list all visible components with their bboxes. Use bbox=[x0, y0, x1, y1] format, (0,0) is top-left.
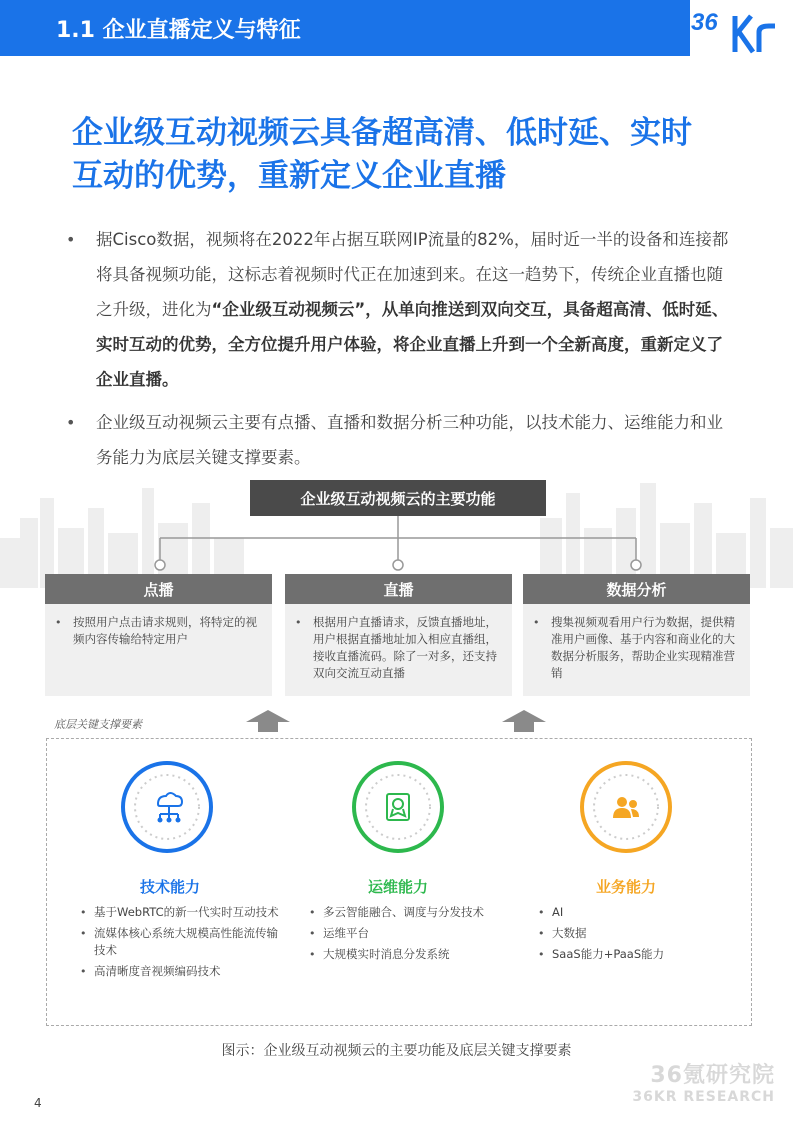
watermark bbox=[632, 1058, 775, 1105]
capability-title-ops: 运维能力 bbox=[367, 878, 428, 896]
support-label: 底层关键支撑要素 bbox=[54, 718, 142, 731]
column-text: 根据用户直播请求，反馈直播地址，用户根据直播地址加入相应直播组，接收直播流码。除了一对多，还支持双向交流互动直播 bbox=[313, 615, 497, 680]
functions-title: 企业级互动视频云的主要功能 bbox=[250, 480, 546, 516]
bullet-symbol: • bbox=[66, 413, 76, 432]
watermark-cn: 36氪研究院 bbox=[650, 1063, 775, 1088]
bullet-list bbox=[66, 222, 736, 483]
headline-line-1: 企业级互动视频云具备超高清、低时延、实时 bbox=[72, 115, 692, 151]
list-item bbox=[80, 904, 280, 921]
list-item-text: 运维平台 bbox=[323, 926, 369, 940]
watermark-en: 36KR RESEARCH bbox=[632, 1089, 775, 1105]
svg-text:36: 36 bbox=[691, 9, 718, 36]
item-symbol: • bbox=[309, 927, 316, 940]
list-item bbox=[538, 904, 738, 921]
column-body-vod bbox=[45, 604, 272, 696]
bullet-text bbox=[96, 222, 736, 397]
bullet-item bbox=[66, 222, 736, 397]
item-symbol: • bbox=[295, 616, 302, 629]
capability-list-ops bbox=[309, 904, 509, 967]
list-item-text: 多云智能融合、调度与分发技术 bbox=[323, 905, 484, 919]
users-icon bbox=[579, 760, 673, 854]
column-head-vod: 点播 bbox=[45, 574, 272, 604]
item-symbol: • bbox=[538, 906, 545, 919]
list-item bbox=[309, 904, 509, 921]
capability-title-tech: 技术能力 bbox=[139, 878, 200, 896]
item-symbol: • bbox=[80, 927, 87, 940]
list-item-text: 大数据 bbox=[552, 926, 587, 940]
item-symbol: • bbox=[309, 906, 316, 919]
list-item-text: 高清晰度音视频编码技术 bbox=[94, 964, 221, 978]
list-item bbox=[309, 925, 509, 942]
column-head-analytics: 数据分析 bbox=[523, 574, 750, 604]
list-item-text: SaaS能力+PaaS能力 bbox=[552, 947, 665, 961]
bullet-bold-text: “企业级互动视频云”，从单向推送到双向交互，具备超高清、低时延、实时互动的优势，全方位提升用户体验，将企业直播上升到一个全新高度，重新定义了企业直播。 bbox=[96, 300, 729, 389]
column-body-live bbox=[285, 604, 512, 696]
list-item-text: 流媒体核心系统大规模高性能流传输技术 bbox=[94, 926, 278, 957]
header-bar bbox=[0, 0, 690, 56]
up-arrow-icon bbox=[246, 710, 290, 732]
list-item-text: AI bbox=[552, 905, 564, 919]
bullet-text bbox=[96, 405, 736, 475]
list-item bbox=[538, 925, 738, 942]
column-head-live: 直播 bbox=[285, 574, 512, 604]
bullet-normal-text: 企业级互动视频云主要有点播、直播和数据分析三种功能，以技术能力、运维能力和业务能力为底层关键支撑要素。 bbox=[96, 413, 723, 467]
item-symbol: • bbox=[538, 927, 545, 940]
list-item bbox=[80, 963, 280, 980]
section-title: 1.1 企业直播定义与特征 bbox=[56, 17, 301, 43]
headline bbox=[72, 112, 732, 198]
item-symbol: • bbox=[55, 616, 62, 629]
bullet-item bbox=[66, 405, 736, 475]
server-badge-icon bbox=[351, 760, 445, 854]
bullet-normal-text: 据Cisco数据，视频将在2022年占据互联网IP流量的82%，届时近一半的设备和连接都将具备视频功能，这标志着视频时代正在加速到来。在这一趋势下，传统企业直播也随之升级，进化为 bbox=[96, 230, 729, 319]
36kr-logo bbox=[689, 2, 789, 54]
list-item bbox=[538, 946, 738, 963]
up-arrow-icon bbox=[502, 710, 546, 732]
headline-line-2: 互动的优势，重新定义企业直播 bbox=[72, 158, 506, 194]
column-body-analytics bbox=[523, 604, 750, 696]
item-symbol: • bbox=[533, 616, 540, 629]
list-item bbox=[80, 925, 280, 959]
item-symbol: • bbox=[80, 965, 87, 978]
capability-list-business bbox=[538, 904, 738, 967]
capability-title-business: 业务能力 bbox=[595, 878, 656, 896]
column-text: 搜集视频观看用户行为数据，提供精准用户画像、基于内容和商业化的大数据分析服务，帮助企业实现精准营销 bbox=[551, 615, 735, 680]
list-item-text: 基于WebRTC的新一代实时互动技术 bbox=[94, 905, 279, 919]
page-number: 4 bbox=[34, 1096, 42, 1110]
connector-lines bbox=[0, 516, 793, 576]
bullet-symbol: • bbox=[66, 230, 76, 249]
item-symbol: • bbox=[538, 948, 545, 961]
item-symbol: • bbox=[309, 948, 316, 961]
cloud-network-icon bbox=[120, 760, 214, 854]
list-item bbox=[309, 946, 509, 963]
column-text: 按照用户点击请求规则，将特定的视频内容传输给特定用户 bbox=[73, 615, 257, 646]
figure-caption: 图示：企业级互动视频云的主要功能及底层关键支撑要素 bbox=[221, 1043, 572, 1059]
item-symbol: • bbox=[80, 906, 87, 919]
capability-list-tech bbox=[80, 904, 280, 984]
list-item-text: 大规模实时消息分发系统 bbox=[323, 947, 450, 961]
